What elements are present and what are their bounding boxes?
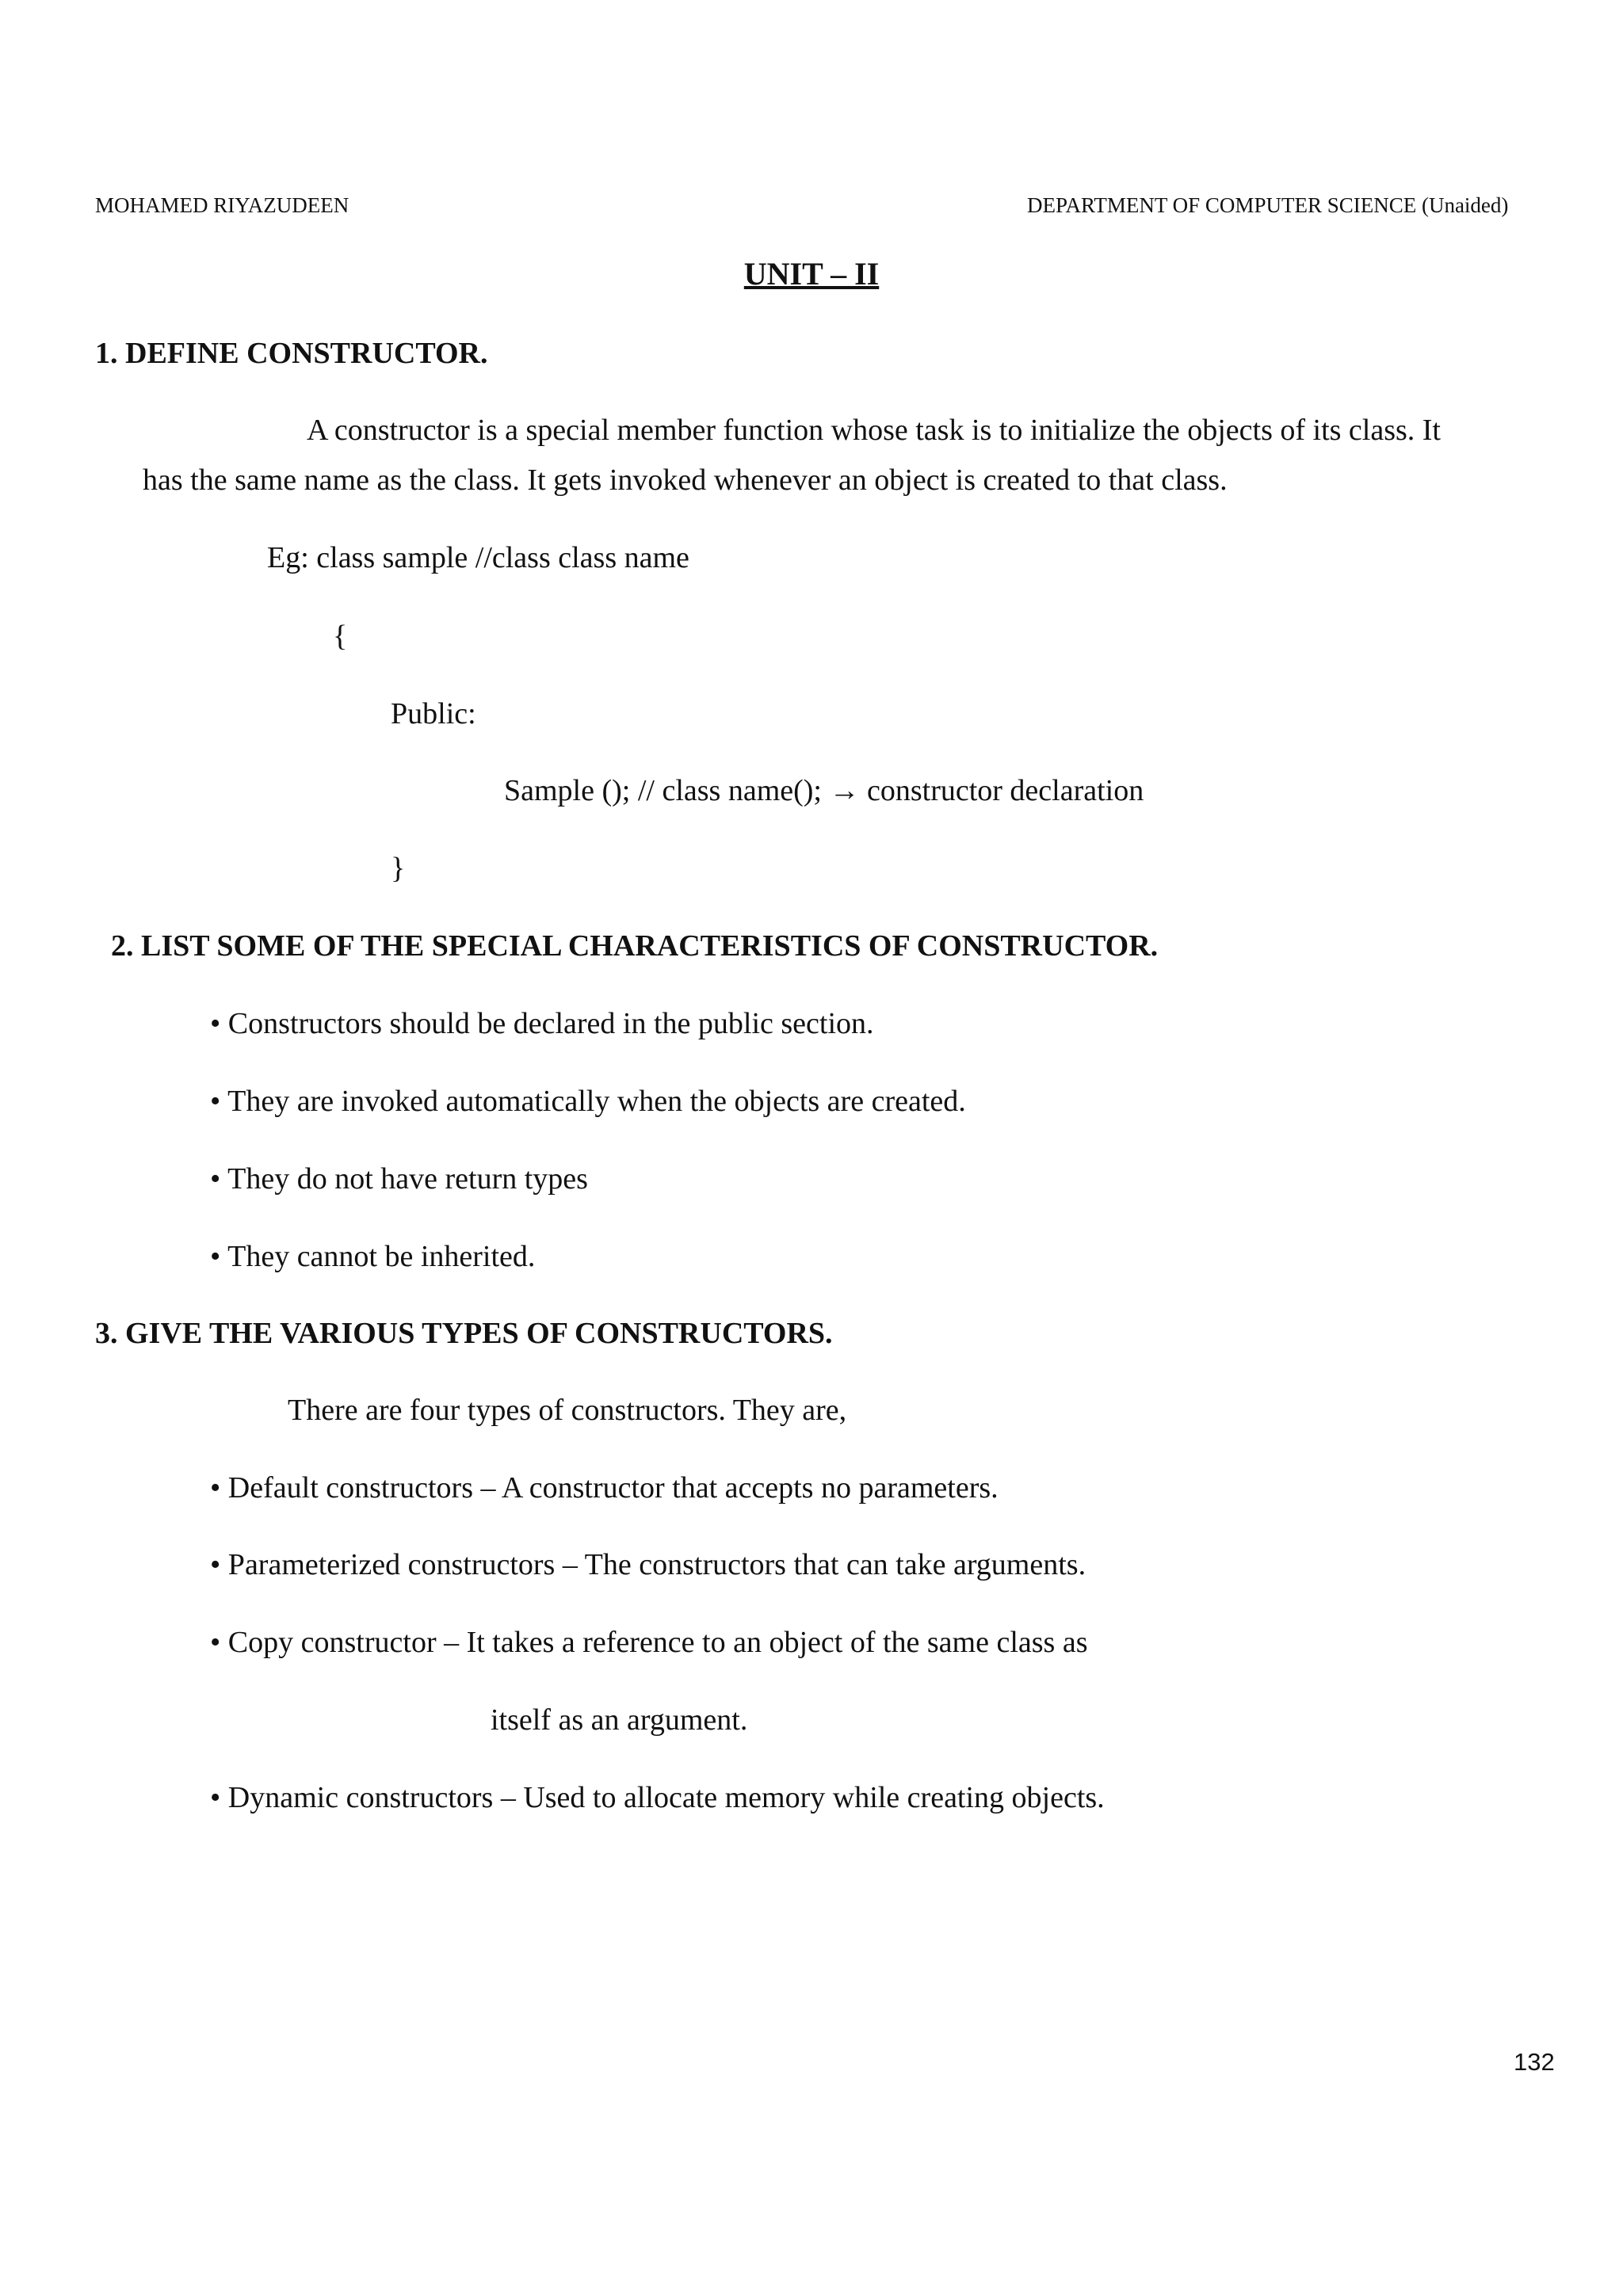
page-title: UNIT – II — [743, 256, 880, 292]
code-line-open-brace: { — [333, 620, 348, 653]
section-3-bullet: • Copy constructor – It takes a reference to an object of the same class as — [210, 1626, 1088, 1659]
section-3-bullet: • Dynamic constructors – Used to allocate memory while creating objects. — [210, 1781, 1105, 1814]
header-department: DEPARTMENT OF COMPUTER SCIENCE (Unaided) — [1027, 193, 1509, 217]
section-2-bullet: • They do not have return types — [210, 1162, 588, 1196]
section-2-bullet: • Constructors should be declared in the public section. — [210, 1007, 874, 1040]
code-line-close-brace: } — [391, 852, 406, 885]
section-3-bullet: • Default constructors – A constructor that accepts no parameters. — [210, 1471, 999, 1505]
code-line-constructor-declaration: Sample (); // class name(); → constructor declaration — [504, 774, 1144, 807]
header-author: MOHAMED RIYAZUDEEN — [95, 193, 349, 217]
section-1-paragraph-line-2: has the same name as the class. It gets invoked whenever an object is created to that class. — [143, 463, 1228, 497]
code-line-public: Public: — [391, 697, 476, 730]
section-3-bullet-continuation: itself as an argument. — [491, 1703, 748, 1737]
section-3-intro: There are four types of constructors. They are, — [288, 1394, 847, 1427]
section-2-bullet: • They are invoked automatically when the objects are created. — [210, 1085, 966, 1118]
section-2-heading: 2. LIST SOME OF THE SPECIAL CHARACTERISTICS OF CONSTRUCTOR. — [111, 929, 1159, 963]
section-1-heading: 1. DEFINE CONSTRUCTOR. — [95, 337, 488, 370]
code-line-class-declaration: Eg: class sample //class class name — [267, 541, 689, 574]
section-1-paragraph-line-1: A constructor is a special member function whose task is to initialize the objects of its class. It — [307, 414, 1441, 447]
page-number: 132 — [1514, 2048, 1555, 2076]
section-2-bullet: • They cannot be inherited. — [210, 1240, 536, 1273]
section-3-bullet: • Parameterized constructors – The constructors that can take arguments. — [210, 1548, 1086, 1581]
section-3-heading: 3. GIVE THE VARIOUS TYPES OF CONSTRUCTORS. — [95, 1317, 833, 1350]
